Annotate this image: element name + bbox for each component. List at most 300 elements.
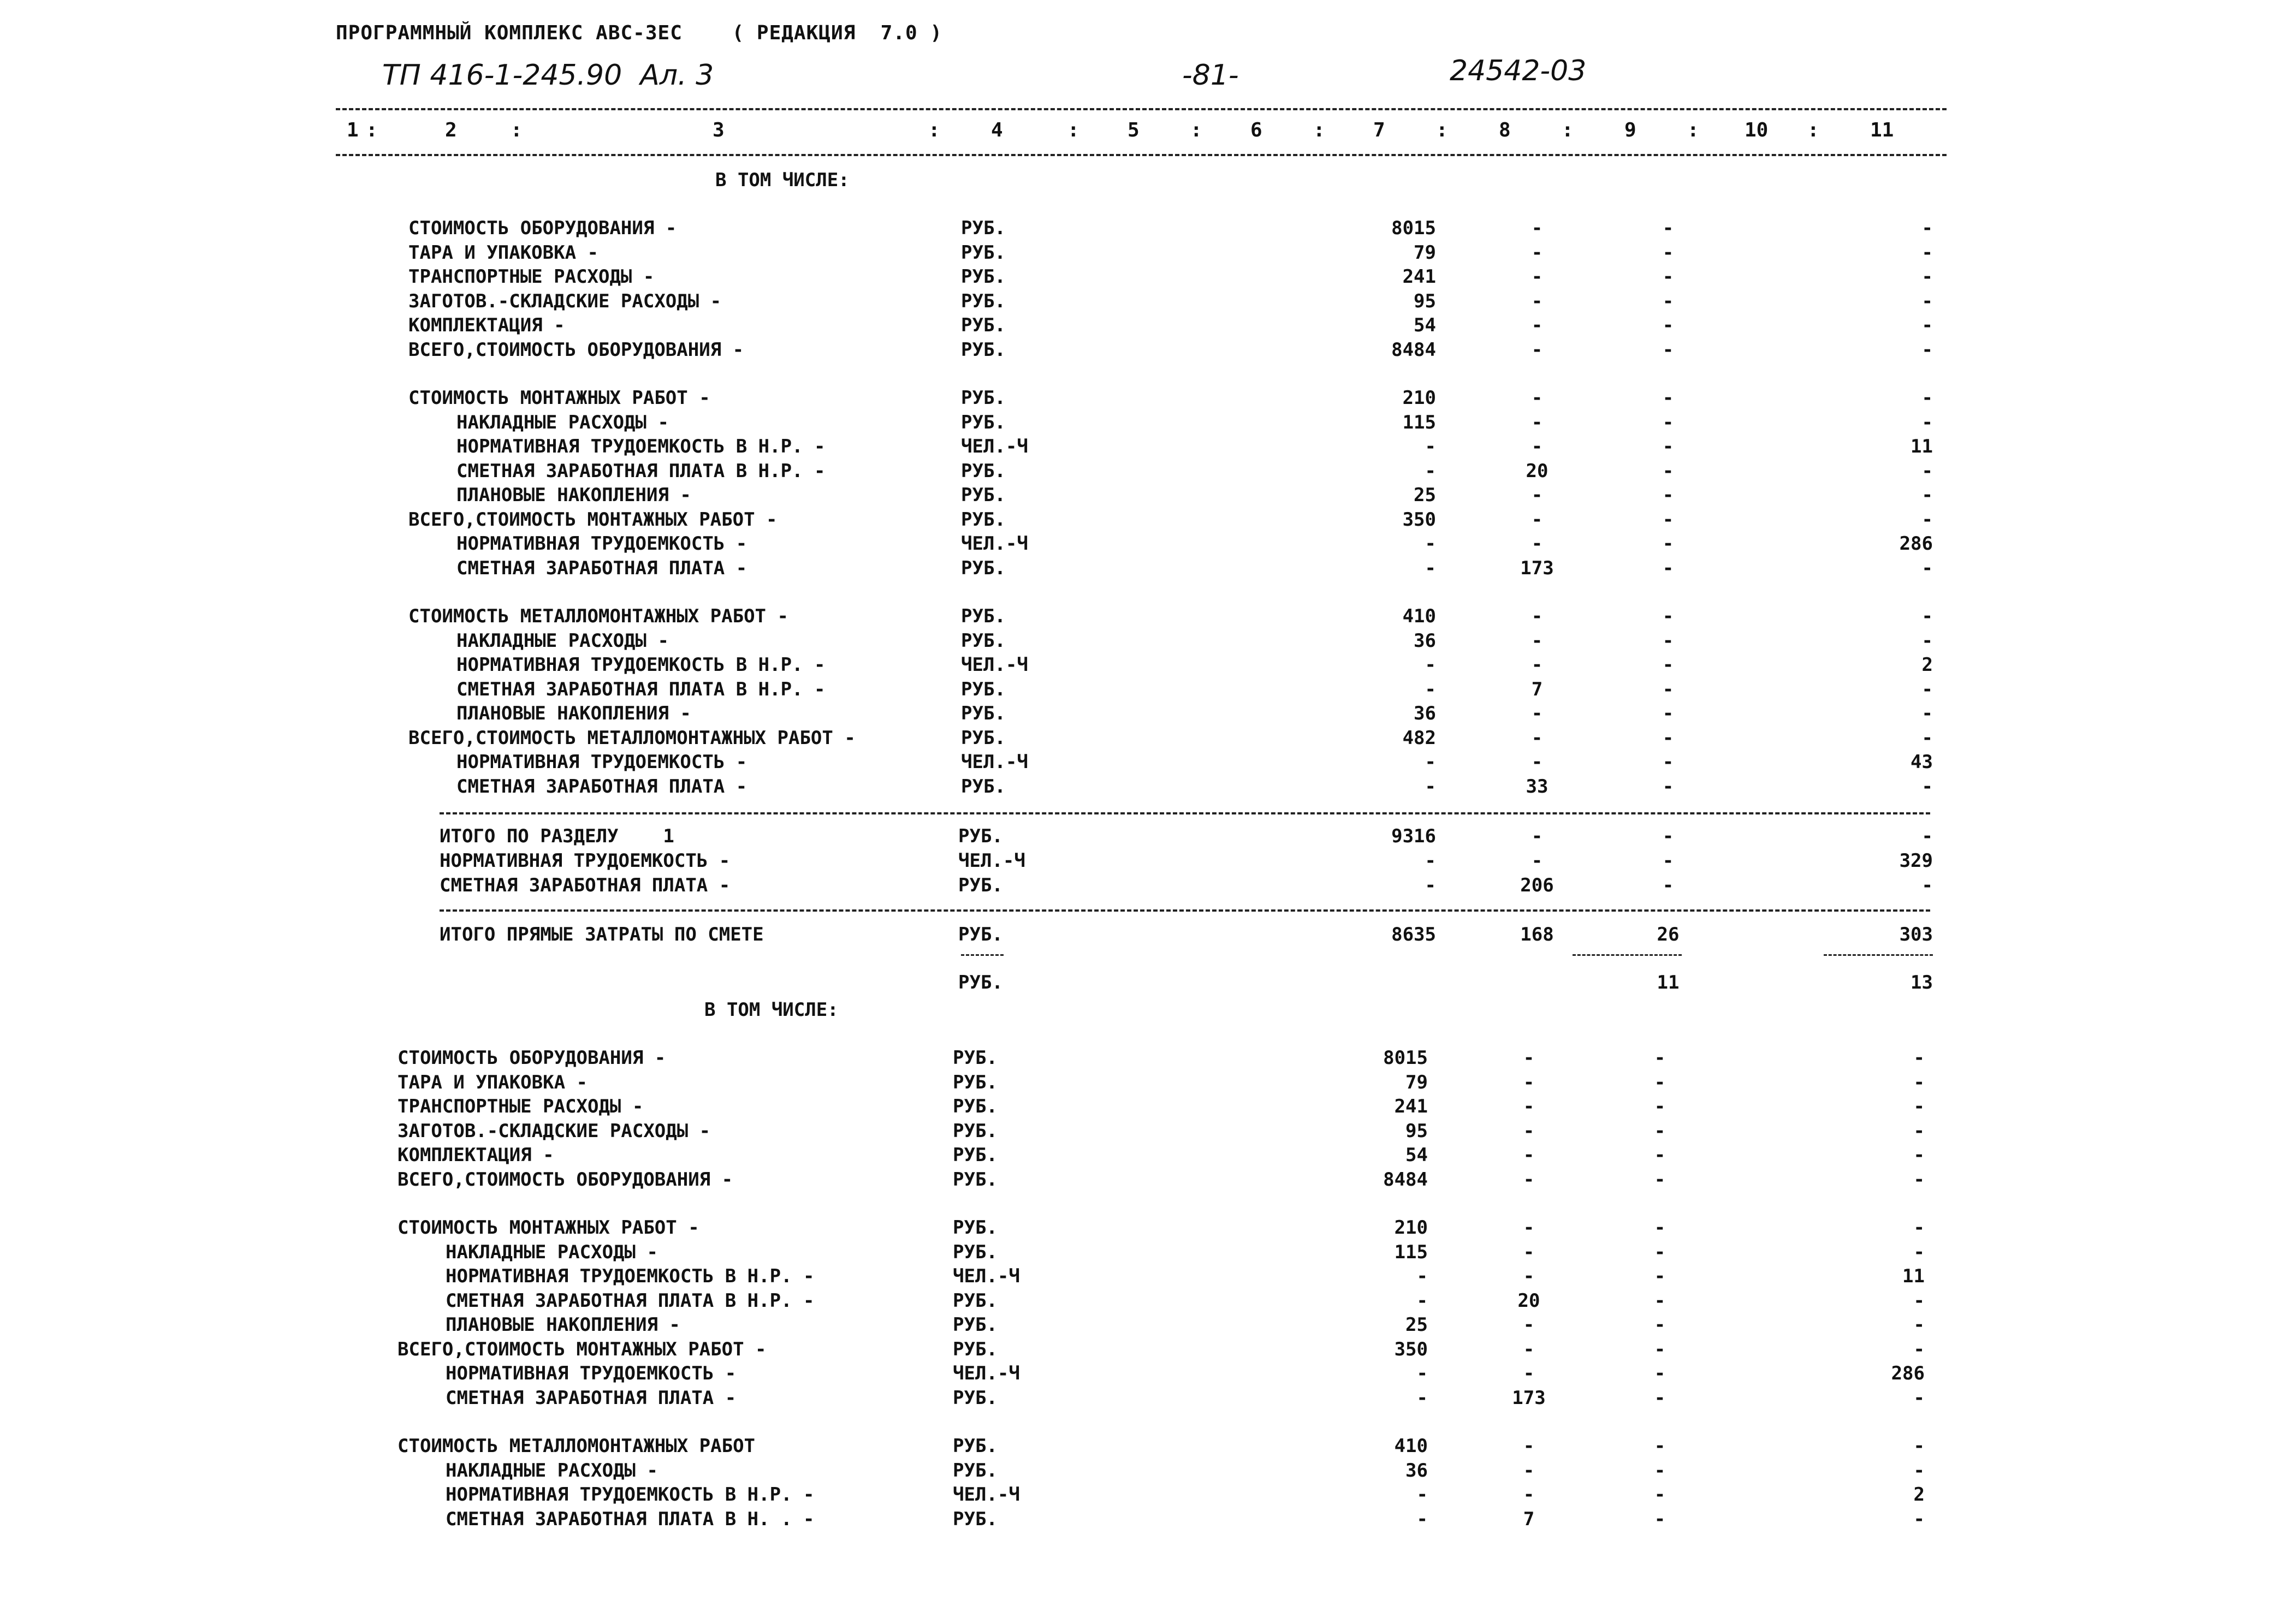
- table-row: [0, 630, 2296, 654]
- table-row: [0, 1460, 2296, 1484]
- cell-col8: -: [1531, 290, 1543, 312]
- row-name: ВСЕГО,СТОИМОСТЬ ОБОРУДОВАНИЯ -: [408, 338, 744, 361]
- row-name: КОМПЛЕКТАЦИЯ -: [408, 314, 565, 336]
- table-row: [0, 1435, 2296, 1459]
- program-header: ПРОГРАММНЫЙ КОМПЛЕКС АВС-3ЕС ( РЕДАКЦИЯ 7.0 ): [336, 22, 943, 44]
- col-sep: :: [1807, 119, 1819, 141]
- row-name: ИТОГО ПРЯМЫЕ ЗАТРАТЫ ПО СМЕТЕ: [440, 924, 764, 945]
- cell-col11: 11: [1902, 1265, 1925, 1287]
- cell-col7: -: [1425, 678, 1436, 700]
- cell-col7: -: [1425, 533, 1436, 555]
- cell-col11: 13: [1911, 972, 1933, 994]
- row-unit: РУБ.: [953, 1096, 998, 1117]
- row-name: НАКЛАДНЫЕ РАСХОДЫ -: [446, 1241, 658, 1263]
- row-unit: РУБ.: [961, 314, 1006, 336]
- col-sep: :: [511, 119, 523, 141]
- row-unit: РУБ.: [961, 241, 1006, 264]
- cell-col8: -: [1531, 266, 1543, 288]
- cell-col8: 173: [1520, 557, 1554, 579]
- row-name: СМЕТНАЯ ЗАРАБОТНАЯ ПЛАТА В Н. . -: [446, 1508, 815, 1530]
- table-row: [0, 1290, 2296, 1314]
- cell-col7: 115: [1402, 411, 1436, 433]
- cell-col7: 95: [1405, 1120, 1428, 1142]
- row-unit: ЧЕЛ.-Ч: [953, 1265, 1020, 1287]
- cell-col11: -: [1921, 387, 1933, 409]
- cell-col11: -: [1913, 1435, 1925, 1457]
- cell-col7: 54: [1414, 314, 1436, 336]
- cell-col9: -: [1654, 1314, 1666, 1336]
- col-num: 4: [991, 119, 1003, 141]
- section-subtitle: В ТОМ ЧИСЛЕ:: [704, 999, 839, 1021]
- table-row: [0, 217, 2296, 241]
- cell-col11: -: [1913, 1459, 1925, 1482]
- cell-col8: -: [1523, 1071, 1535, 1093]
- cell-col9: -: [1654, 1484, 1666, 1506]
- row-name: СТОИМОСТЬ МЕТАЛЛОМОНТАЖНЫХ РАБОТ -: [408, 605, 788, 627]
- table-row: [0, 1096, 2296, 1120]
- cell-col9: -: [1662, 825, 1674, 847]
- table-row: [0, 875, 2296, 899]
- table-row: [0, 850, 2296, 874]
- cell-col9: -: [1654, 1289, 1666, 1312]
- row-name: СТОИМОСТЬ МОНТАЖНЫХ РАБОТ -: [408, 387, 710, 409]
- col-sep: :: [928, 119, 940, 141]
- row-unit: РУБ.: [953, 1387, 998, 1409]
- cell-col9: -: [1662, 290, 1674, 312]
- cell-col11: -: [1921, 460, 1933, 482]
- table-row: [0, 460, 2296, 484]
- row-name: НАКЛАДНЫЕ РАСХОДЫ -: [446, 1459, 658, 1482]
- cell-col9: -: [1654, 1459, 1666, 1482]
- cell-col7: 79: [1414, 241, 1436, 264]
- cell-col11: -: [1913, 1047, 1925, 1069]
- row-name: СМЕТНАЯ ЗАРАБОТНАЯ ПЛАТА -: [456, 557, 747, 579]
- cell-col7: -: [1425, 875, 1436, 896]
- unit-underline: [961, 954, 1004, 956]
- cell-col7: 8015: [1383, 1047, 1428, 1069]
- row-unit: РУБ.: [961, 703, 1006, 724]
- cell-col11: 11: [1911, 436, 1933, 457]
- cell-col8: 7: [1523, 1508, 1535, 1530]
- cell-col7: 115: [1394, 1241, 1428, 1263]
- cell-col8: -: [1531, 411, 1543, 433]
- cell-col11: -: [1921, 484, 1933, 506]
- cell-col8: -: [1531, 217, 1543, 239]
- cell-col7: 54: [1405, 1144, 1428, 1166]
- row-name: СТОИМОСТЬ МОНТАЖНЫХ РАБОТ -: [398, 1217, 699, 1239]
- row-name: НОРМАТИВНАЯ ТРУДОЕМКОСТЬ -: [446, 1363, 737, 1384]
- cell-col7: 79: [1405, 1071, 1428, 1093]
- row-unit: РУБ.: [961, 411, 1006, 433]
- col-sep: :: [1190, 119, 1202, 141]
- cell-col9: -: [1654, 1047, 1666, 1069]
- row-unit: ЧЕЛ.-Ч: [953, 1484, 1020, 1506]
- row-name: ПЛАНОВЫЕ НАКОПЛЕНИЯ -: [456, 484, 691, 506]
- cell-col9: -: [1662, 703, 1674, 724]
- row-unit: РУБ.: [953, 1168, 998, 1191]
- cell-col9: -: [1662, 751, 1674, 773]
- row-unit: РУБ.: [953, 1314, 998, 1336]
- row-unit: РУБ.: [953, 1217, 998, 1239]
- table-row: [0, 825, 2296, 849]
- table-row: [0, 557, 2296, 581]
- cell-col11: -: [1921, 678, 1933, 700]
- direct-costs-row: [0, 924, 2296, 948]
- row-unit: РУБ.: [958, 875, 1003, 896]
- table-row: [0, 387, 2296, 411]
- document-code: ТП 416-1-245.90 Ал. 3: [382, 59, 714, 92]
- row-name: ЗАГОТОВ.-СКЛАДСКИЕ РАСХОДЫ -: [398, 1120, 711, 1142]
- cell-col9: -: [1662, 217, 1674, 239]
- row-unit: РУБ.: [953, 1241, 998, 1263]
- col-num: 2: [445, 119, 457, 141]
- table-row: [0, 436, 2296, 460]
- cell-col11: -: [1913, 1241, 1925, 1263]
- cell-col7: 25: [1414, 484, 1436, 506]
- table-row: [0, 1144, 2296, 1168]
- cell-col7: -: [1425, 460, 1436, 482]
- cell-col8: -: [1531, 484, 1543, 506]
- row-unit: ЧЕЛ.-Ч: [953, 1363, 1020, 1384]
- row-unit: РУБ.: [953, 1435, 998, 1457]
- cell-col11: -: [1913, 1144, 1925, 1166]
- table-row: [0, 1314, 2296, 1338]
- cell-col9: -: [1662, 654, 1674, 676]
- cell-col7: 25: [1405, 1314, 1428, 1336]
- table-row: [0, 776, 2296, 800]
- cell-col8: -: [1531, 727, 1543, 749]
- cell-col11: -: [1913, 1387, 1925, 1409]
- table-row: [0, 1387, 2296, 1411]
- cell-col11: -: [1921, 314, 1933, 336]
- table-row: [0, 605, 2296, 629]
- cell-col7: -: [1425, 557, 1436, 579]
- cell-col11: -: [1921, 508, 1933, 531]
- cell-col11: -: [1921, 266, 1933, 288]
- row-unit: РУБ.: [961, 727, 1006, 749]
- cell-col11: -: [1921, 338, 1933, 361]
- row-name: НАКЛАДНЫЕ РАСХОДЫ -: [456, 411, 669, 433]
- cell-col11: -: [1921, 411, 1933, 433]
- cell-col8: 7: [1531, 678, 1543, 700]
- row-unit: РУБ.: [958, 825, 1003, 847]
- column-number-header: [336, 119, 1947, 147]
- col-num: 9: [1624, 119, 1636, 141]
- row-name: ВСЕГО,СТОИМОСТЬ МОНТАЖНЫХ РАБОТ -: [408, 508, 778, 531]
- cell-col7: -: [1425, 850, 1436, 872]
- cell-col11: 2: [1913, 1484, 1925, 1506]
- row-name: НОРМАТИВНАЯ ТРУДОЕМКОСТЬ В Н.Р. -: [456, 654, 826, 676]
- row-unit: РУБ.: [958, 972, 1003, 994]
- cell-col7: 482: [1402, 727, 1436, 749]
- row-unit: ЧЕЛ.-Ч: [961, 533, 1028, 555]
- cell-col7: -: [1416, 1289, 1428, 1312]
- section-divider: [440, 812, 1930, 814]
- cell-col9: -: [1662, 875, 1674, 896]
- table-row: [0, 533, 2296, 557]
- table-row: [0, 654, 2296, 678]
- cell-col9: -: [1654, 1144, 1666, 1166]
- row-name: СМЕТНАЯ ЗАРАБОТНАЯ ПЛАТА В Н.Р. -: [456, 678, 826, 700]
- table-row: [0, 1072, 2296, 1096]
- cell-col7: 8484: [1391, 338, 1436, 361]
- table-row: [0, 751, 2296, 775]
- cell-col11: -: [1913, 1120, 1925, 1142]
- row-unit: РУБ.: [953, 1071, 998, 1093]
- cell-col8: 173: [1512, 1387, 1546, 1409]
- cell-col7: 8484: [1383, 1168, 1428, 1191]
- cell-col11: -: [1921, 825, 1933, 847]
- cell-col9: -: [1662, 605, 1674, 627]
- cell-col9: -: [1654, 1265, 1666, 1287]
- cell-col8: -: [1523, 1338, 1535, 1360]
- row-name: СМЕТНАЯ ЗАРАБОТНАЯ ПЛАТА В Н.Р. -: [446, 1289, 815, 1312]
- cell-col11: -: [1913, 1168, 1925, 1191]
- cell-col9: -: [1654, 1387, 1666, 1409]
- cell-col9: -: [1654, 1217, 1666, 1239]
- table-row: [0, 339, 2296, 363]
- row-unit: ЧЕЛ.-Ч: [961, 751, 1028, 773]
- page-number: -81-: [1182, 59, 1239, 92]
- cell-col8: -: [1531, 241, 1543, 264]
- row-unit: РУБ.: [958, 924, 1003, 945]
- cell-col8: -: [1523, 1217, 1535, 1239]
- cell-col9: -: [1662, 727, 1674, 749]
- cell-col8: -: [1523, 1459, 1535, 1482]
- row-name: ВСЕГО,СТОИМОСТЬ ОБОРУДОВАНИЯ -: [398, 1168, 733, 1191]
- row-unit: РУБ.: [953, 1338, 998, 1360]
- cell-col8: -: [1531, 314, 1543, 336]
- col-num: 10: [1745, 119, 1769, 141]
- col-num: 6: [1250, 119, 1262, 141]
- cell-col11: -: [1921, 217, 1933, 239]
- table-row: [0, 290, 2296, 314]
- cell-col7: 95: [1414, 290, 1436, 312]
- table-row: [0, 266, 2296, 290]
- table-row: [0, 1265, 2296, 1289]
- header-bottom-rule: [336, 154, 1947, 156]
- cell-col9: -: [1654, 1241, 1666, 1263]
- cell-col7: -: [1425, 654, 1436, 676]
- row-name: НОРМАТИВНАЯ ТРУДОЕМКОСТЬ В Н.Р. -: [446, 1265, 815, 1287]
- row-unit: РУБ.: [961, 338, 1006, 361]
- row-unit: РУБ.: [953, 1144, 998, 1166]
- cell-col11: 43: [1911, 751, 1933, 773]
- cell-col8: -: [1531, 825, 1543, 847]
- row-unit: РУБ.: [961, 460, 1006, 482]
- row-name: СМЕТНАЯ ЗАРАБОТНАЯ ПЛАТА -: [446, 1387, 737, 1409]
- cell-col8: -: [1531, 338, 1543, 361]
- cell-col8: -: [1523, 1265, 1535, 1287]
- col11-underline: [1824, 954, 1933, 956]
- cell-col11: -: [1913, 1071, 1925, 1093]
- cell-col8: -: [1523, 1314, 1535, 1336]
- row-name: СМЕТНАЯ ЗАРАБОТНАЯ ПЛАТА В Н.Р. -: [456, 460, 826, 482]
- table-row: [0, 242, 2296, 266]
- cell-col7: -: [1425, 751, 1436, 773]
- cell-col9: -: [1654, 1096, 1666, 1117]
- cell-col7: 8015: [1391, 217, 1436, 239]
- cell-col7: -: [1416, 1484, 1428, 1506]
- cell-col9: -: [1662, 557, 1674, 579]
- row-unit: РУБ.: [953, 1459, 998, 1482]
- cell-col7: 210: [1394, 1217, 1428, 1239]
- row-unit: РУБ.: [961, 678, 1006, 700]
- cell-col11: 286: [1891, 1363, 1925, 1384]
- col9-underline: [1573, 954, 1682, 956]
- row-unit: РУБ.: [953, 1508, 998, 1530]
- cell-col11: -: [1913, 1314, 1925, 1336]
- cell-col7: -: [1416, 1387, 1428, 1409]
- row-unit: РУБ.: [953, 1289, 998, 1312]
- table-row: [0, 1363, 2296, 1387]
- cell-col7: -: [1425, 775, 1436, 798]
- cell-col7: 350: [1394, 1338, 1428, 1360]
- col-sep: :: [1436, 119, 1448, 141]
- table-row: [0, 727, 2296, 751]
- cell-col9: -: [1662, 629, 1674, 652]
- table-row: [0, 1508, 2296, 1532]
- cell-col8: -: [1531, 850, 1543, 872]
- table-row: [0, 1484, 2296, 1508]
- section-divider: [440, 909, 1930, 912]
- cell-col9: -: [1662, 460, 1674, 482]
- cell-col7: 8635: [1391, 924, 1436, 945]
- table-row: [0, 1120, 2296, 1144]
- row-name: ИТОГО ПО РАЗДЕЛУ 1: [440, 825, 674, 847]
- row-unit: РУБ.: [961, 508, 1006, 531]
- cell-col7: 350: [1402, 508, 1436, 531]
- cell-col11: -: [1921, 605, 1933, 627]
- cell-col7: 36: [1414, 629, 1436, 652]
- table-row: [0, 484, 2296, 508]
- row-unit: РУБ.: [961, 387, 1006, 409]
- cell-col8: -: [1523, 1363, 1535, 1384]
- direct-costs-sub-row: [0, 972, 2296, 996]
- cell-col9: -: [1662, 266, 1674, 288]
- table-row: [0, 314, 2296, 338]
- cell-col9: -: [1662, 850, 1674, 872]
- row-unit: РУБ.: [961, 605, 1006, 627]
- cell-col8: -: [1531, 703, 1543, 724]
- cell-col7: 241: [1394, 1096, 1428, 1117]
- cell-col11: -: [1913, 1289, 1925, 1312]
- cell-col7: 241: [1402, 266, 1436, 288]
- cell-col8: 20: [1526, 460, 1549, 482]
- table-row: [0, 1169, 2296, 1193]
- cell-col11: -: [1921, 290, 1933, 312]
- row-name: НОРМАТИВНАЯ ТРУДОЕМКОСТЬ В Н.Р. -: [456, 436, 826, 457]
- cell-col9: -: [1662, 314, 1674, 336]
- cell-col7: 410: [1394, 1435, 1428, 1457]
- cell-col7: -: [1425, 436, 1436, 457]
- row-name: НОРМАТИВНАЯ ТРУДОЕМКОСТЬ -: [440, 850, 731, 872]
- cell-col9: -: [1662, 338, 1674, 361]
- cell-col8: -: [1523, 1435, 1535, 1457]
- cell-col8: -: [1531, 508, 1543, 531]
- cell-col11: -: [1921, 241, 1933, 264]
- table-row: [0, 703, 2296, 727]
- row-unit: РУБ.: [961, 484, 1006, 506]
- cell-col9: -: [1662, 678, 1674, 700]
- cell-col8: -: [1531, 629, 1543, 652]
- row-unit: РУБ.: [961, 629, 1006, 652]
- cell-col9: 11: [1657, 972, 1680, 994]
- row-unit: РУБ.: [953, 1120, 998, 1142]
- table-row: [0, 1217, 2296, 1241]
- cell-col8: -: [1531, 436, 1543, 457]
- col-num: 7: [1373, 119, 1385, 141]
- cell-col7: -: [1416, 1508, 1428, 1530]
- table-row: [0, 509, 2296, 533]
- row-unit: РУБ.: [961, 775, 1006, 798]
- cell-col7: 9316: [1391, 825, 1436, 847]
- cell-col11: -: [1921, 875, 1933, 896]
- cell-col11: -: [1913, 1096, 1925, 1117]
- cell-col7: 36: [1405, 1459, 1428, 1482]
- row-name: СМЕТНАЯ ЗАРАБОТНАЯ ПЛАТА -: [456, 775, 747, 798]
- row-unit: РУБ.: [961, 217, 1006, 239]
- cell-col9: -: [1654, 1363, 1666, 1384]
- table-row: [0, 679, 2296, 703]
- cell-col11: -: [1913, 1217, 1925, 1239]
- cell-col8: -: [1523, 1484, 1535, 1506]
- cell-col7: -: [1416, 1363, 1428, 1384]
- row-name: СМЕТНАЯ ЗАРАБОТНАЯ ПЛАТА -: [440, 875, 731, 896]
- cell-col11: 329: [1899, 850, 1933, 872]
- cell-col8: -: [1531, 654, 1543, 676]
- cell-col9: -: [1654, 1338, 1666, 1360]
- section-subtitle: В ТОМ ЧИСЛЕ:: [715, 169, 850, 191]
- cell-col11: -: [1913, 1338, 1925, 1360]
- col-sep: :: [1067, 119, 1079, 141]
- row-unit: ЧЕЛ.-Ч: [961, 436, 1028, 457]
- cell-col11: -: [1913, 1508, 1925, 1530]
- table-row: [0, 1339, 2296, 1363]
- cell-col9: -: [1654, 1071, 1666, 1093]
- row-name: ТАРА И УПАКОВКА -: [408, 241, 598, 264]
- cell-col8: -: [1523, 1168, 1535, 1191]
- archive-number: 24542-03: [1450, 55, 1587, 87]
- cell-col8: -: [1523, 1241, 1535, 1263]
- row-name: ВСЕГО,СТОИМОСТЬ МОНТАЖНЫХ РАБОТ -: [398, 1338, 767, 1360]
- row-name: ЗАГОТОВ.-СКЛАДСКИЕ РАСХОДЫ -: [408, 290, 722, 312]
- row-name: ТРАНСПОРТНЫЕ РАСХОДЫ -: [398, 1096, 644, 1117]
- cell-col9: -: [1654, 1435, 1666, 1457]
- row-unit: ЧЕЛ.-Ч: [961, 654, 1028, 676]
- cell-col8: 206: [1520, 875, 1554, 896]
- cell-col11: -: [1921, 775, 1933, 798]
- cell-col8: 33: [1526, 775, 1549, 798]
- row-name: ТРАНСПОРТНЫЕ РАСХОДЫ -: [408, 266, 655, 288]
- col-sep: :: [366, 119, 378, 141]
- row-name: НОРМАТИВНАЯ ТРУДОЕМКОСТЬ В Н.Р. -: [446, 1484, 815, 1506]
- cell-col9: -: [1662, 241, 1674, 264]
- cell-col11: -: [1921, 727, 1933, 749]
- row-name: НОРМАТИВНАЯ ТРУДОЕМКОСТЬ -: [456, 533, 747, 555]
- cell-col11: 286: [1899, 533, 1933, 555]
- row-name: НАКЛАДНЫЕ РАСХОДЫ -: [456, 629, 669, 652]
- row-unit: РУБ.: [961, 266, 1006, 288]
- cell-col11: -: [1921, 703, 1933, 724]
- cell-col7: -: [1416, 1265, 1428, 1287]
- col-sep: :: [1562, 119, 1574, 141]
- cell-col8: -: [1523, 1096, 1535, 1117]
- table-row: [0, 1047, 2296, 1071]
- col-num: 5: [1128, 119, 1140, 141]
- col-num: 3: [713, 119, 725, 141]
- cell-col9: -: [1654, 1508, 1666, 1530]
